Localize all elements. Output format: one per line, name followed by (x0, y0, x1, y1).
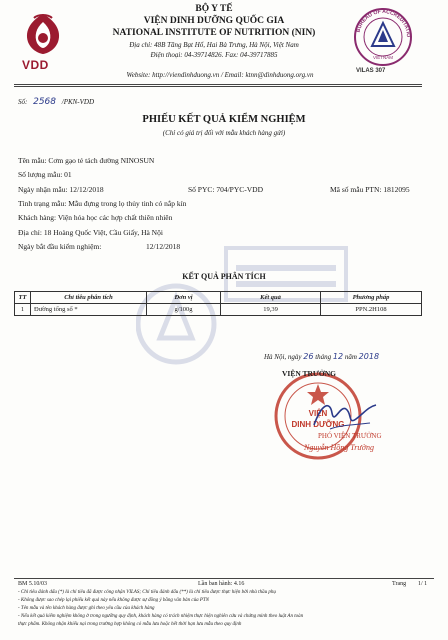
col-header: TT (15, 292, 31, 304)
header-divider (14, 84, 422, 85)
docno-handwritten: 2568 (33, 97, 56, 107)
lab-sample-code: Mã số mẫu PTN: 1812095 (330, 185, 410, 194)
footer-note: - Nếu kết quả kiểm nghiệm không ở trong ngưỡng quy định, khách hàng có trách nhiệm thực hiện nghiên cứu và chứng minh theo luật An toàn (18, 614, 304, 619)
footer-note: - Không được sao chép lại phiếu kết quả này nếu không được sự đồng ý bằng văn bản của PTN (18, 598, 209, 603)
sample-condition: Tình trạng mẫu: Mẫu đựng trong lọ thủy tinh có nắp kín (18, 199, 187, 208)
vdd-logo (14, 10, 72, 72)
signature-date (264, 352, 379, 361)
institute-name-vn: VIỆN DINH DƯỠNG QUỐC GIA (143, 16, 285, 26)
results-section-title: KẾT QUẢ PHÂN TÍCH (182, 272, 266, 281)
document-title: PHIẾU KẾT QUẢ KIỂM NGHIỆM (142, 114, 306, 125)
col-header: Đơn vị (147, 292, 221, 304)
footer-divider (14, 578, 434, 579)
col-header: Kết quả (221, 292, 321, 304)
row-unit: g/100g (147, 304, 221, 316)
institute-address: Địa chỉ: 48B Tăng Bạt Hổ, Hai Bà Trưng, Hà Nội, Việt Nam (129, 41, 299, 49)
client-address: Địa chỉ: 18 Hoàng Quốc Việt, Cầu Giấy, Hà Nội (18, 228, 163, 237)
footer-note: thực phẩm. Không nhận khiếu nại trong trường hợp không có mẫu lưu hoặc hết thời hạn lưu mẫu theo quy định (18, 622, 242, 627)
received-date: Ngày nhận mẫu: 12/12/2018 (18, 185, 104, 194)
institute-phone: Điện thoại: 04-39714826. Fax: 04-39717885 (150, 51, 278, 59)
page-label: Trang (392, 581, 407, 587)
form-code: BM 5.10/03 (18, 581, 48, 587)
sign-place: Hà Nội, ngày (264, 353, 302, 361)
table-row (15, 304, 422, 316)
sign-day: 26 (303, 352, 314, 361)
vdd-logo-text: VDD (22, 58, 49, 72)
test-start-date: 12/12/2018 (146, 242, 181, 251)
footer-note: - Tên mẫu và tên khách hàng được ghi theo yêu cầu của khách hàng (18, 606, 155, 611)
col-header: Chỉ tiêu phân tích (31, 292, 147, 304)
vilas-number: VILAS 307 (356, 68, 386, 74)
vdd-emblem-icon (14, 10, 72, 60)
sample-quantity: Số lượng mẫu: 01 (18, 170, 72, 179)
col-header: Phương pháp (321, 292, 422, 304)
sign-month-label: tháng (315, 353, 332, 361)
results-table (14, 291, 422, 316)
docno-suffix: /PKN-VDD (61, 98, 95, 106)
request-number: Số PYC: 704/PYC-VDD (188, 185, 264, 194)
client-name: Khách hàng: Viện hóa học các hợp chất thiên nhiên (18, 213, 173, 222)
test-start-label: Ngày bắt đầu kiểm nghiệm: (18, 242, 102, 251)
row-index: 1 (15, 304, 31, 316)
handwritten-signature-icon (310, 395, 380, 435)
row-result: 19,39 (221, 304, 321, 316)
docno-prefix: Số: (18, 98, 28, 106)
issue-number: Lần ban hành: 4.16 (198, 581, 245, 587)
results-header-row (15, 292, 422, 304)
document-number (18, 97, 94, 107)
header-divider-2 (14, 86, 422, 87)
seal-ring-text: BUREAU OF ACCREDITATIO (355, 8, 412, 38)
sign-year-label: năm (344, 353, 357, 361)
stamp-line-2: DINH DƯỠNG (291, 420, 345, 429)
seal-country-text: VIETNAM (372, 55, 394, 60)
page-value: 1/ 1 (418, 581, 428, 587)
vilas-logo (350, 6, 416, 78)
document-subtitle: (Chỉ có giá trị đối với mẫu khách hàng gửi) (162, 129, 286, 137)
signer-role: VIỆN TRƯỞNG (282, 369, 336, 378)
sample-name: Tên mẫu: Cơm gạo tẻ tách đường NINOSUN (18, 156, 155, 165)
footer-note: - Chỉ tiêu đánh dấu (*) là chỉ tiêu đã được công nhận VILAS; Chỉ tiêu đánh dấu (**) là chỉ tiêu được thực hiện bởi nhà thầu phụ (18, 590, 276, 595)
sign-year: 2018 (358, 352, 380, 361)
stamp-line-1: VIỆN (308, 409, 328, 418)
institute-website: Website: http://viendinhduong.vn / Email: ktnn@dinhduong.org.vn (126, 71, 314, 79)
row-parameter: Đường tổng số * (31, 304, 147, 316)
deputy-title: PHÓ VIỆN TRƯỞNG (318, 432, 382, 440)
row-method: PPN.2H108 (321, 304, 422, 316)
accreditation-seal-icon (350, 6, 416, 68)
ministry-name: BỘ Y TẾ (195, 4, 233, 14)
institute-name-en: NATIONAL INSTITUTE OF NUTRITION (NIN) (112, 28, 316, 38)
deputy-name: Nguyễn Hồng Trường (304, 443, 374, 452)
sign-month: 12 (332, 352, 344, 361)
